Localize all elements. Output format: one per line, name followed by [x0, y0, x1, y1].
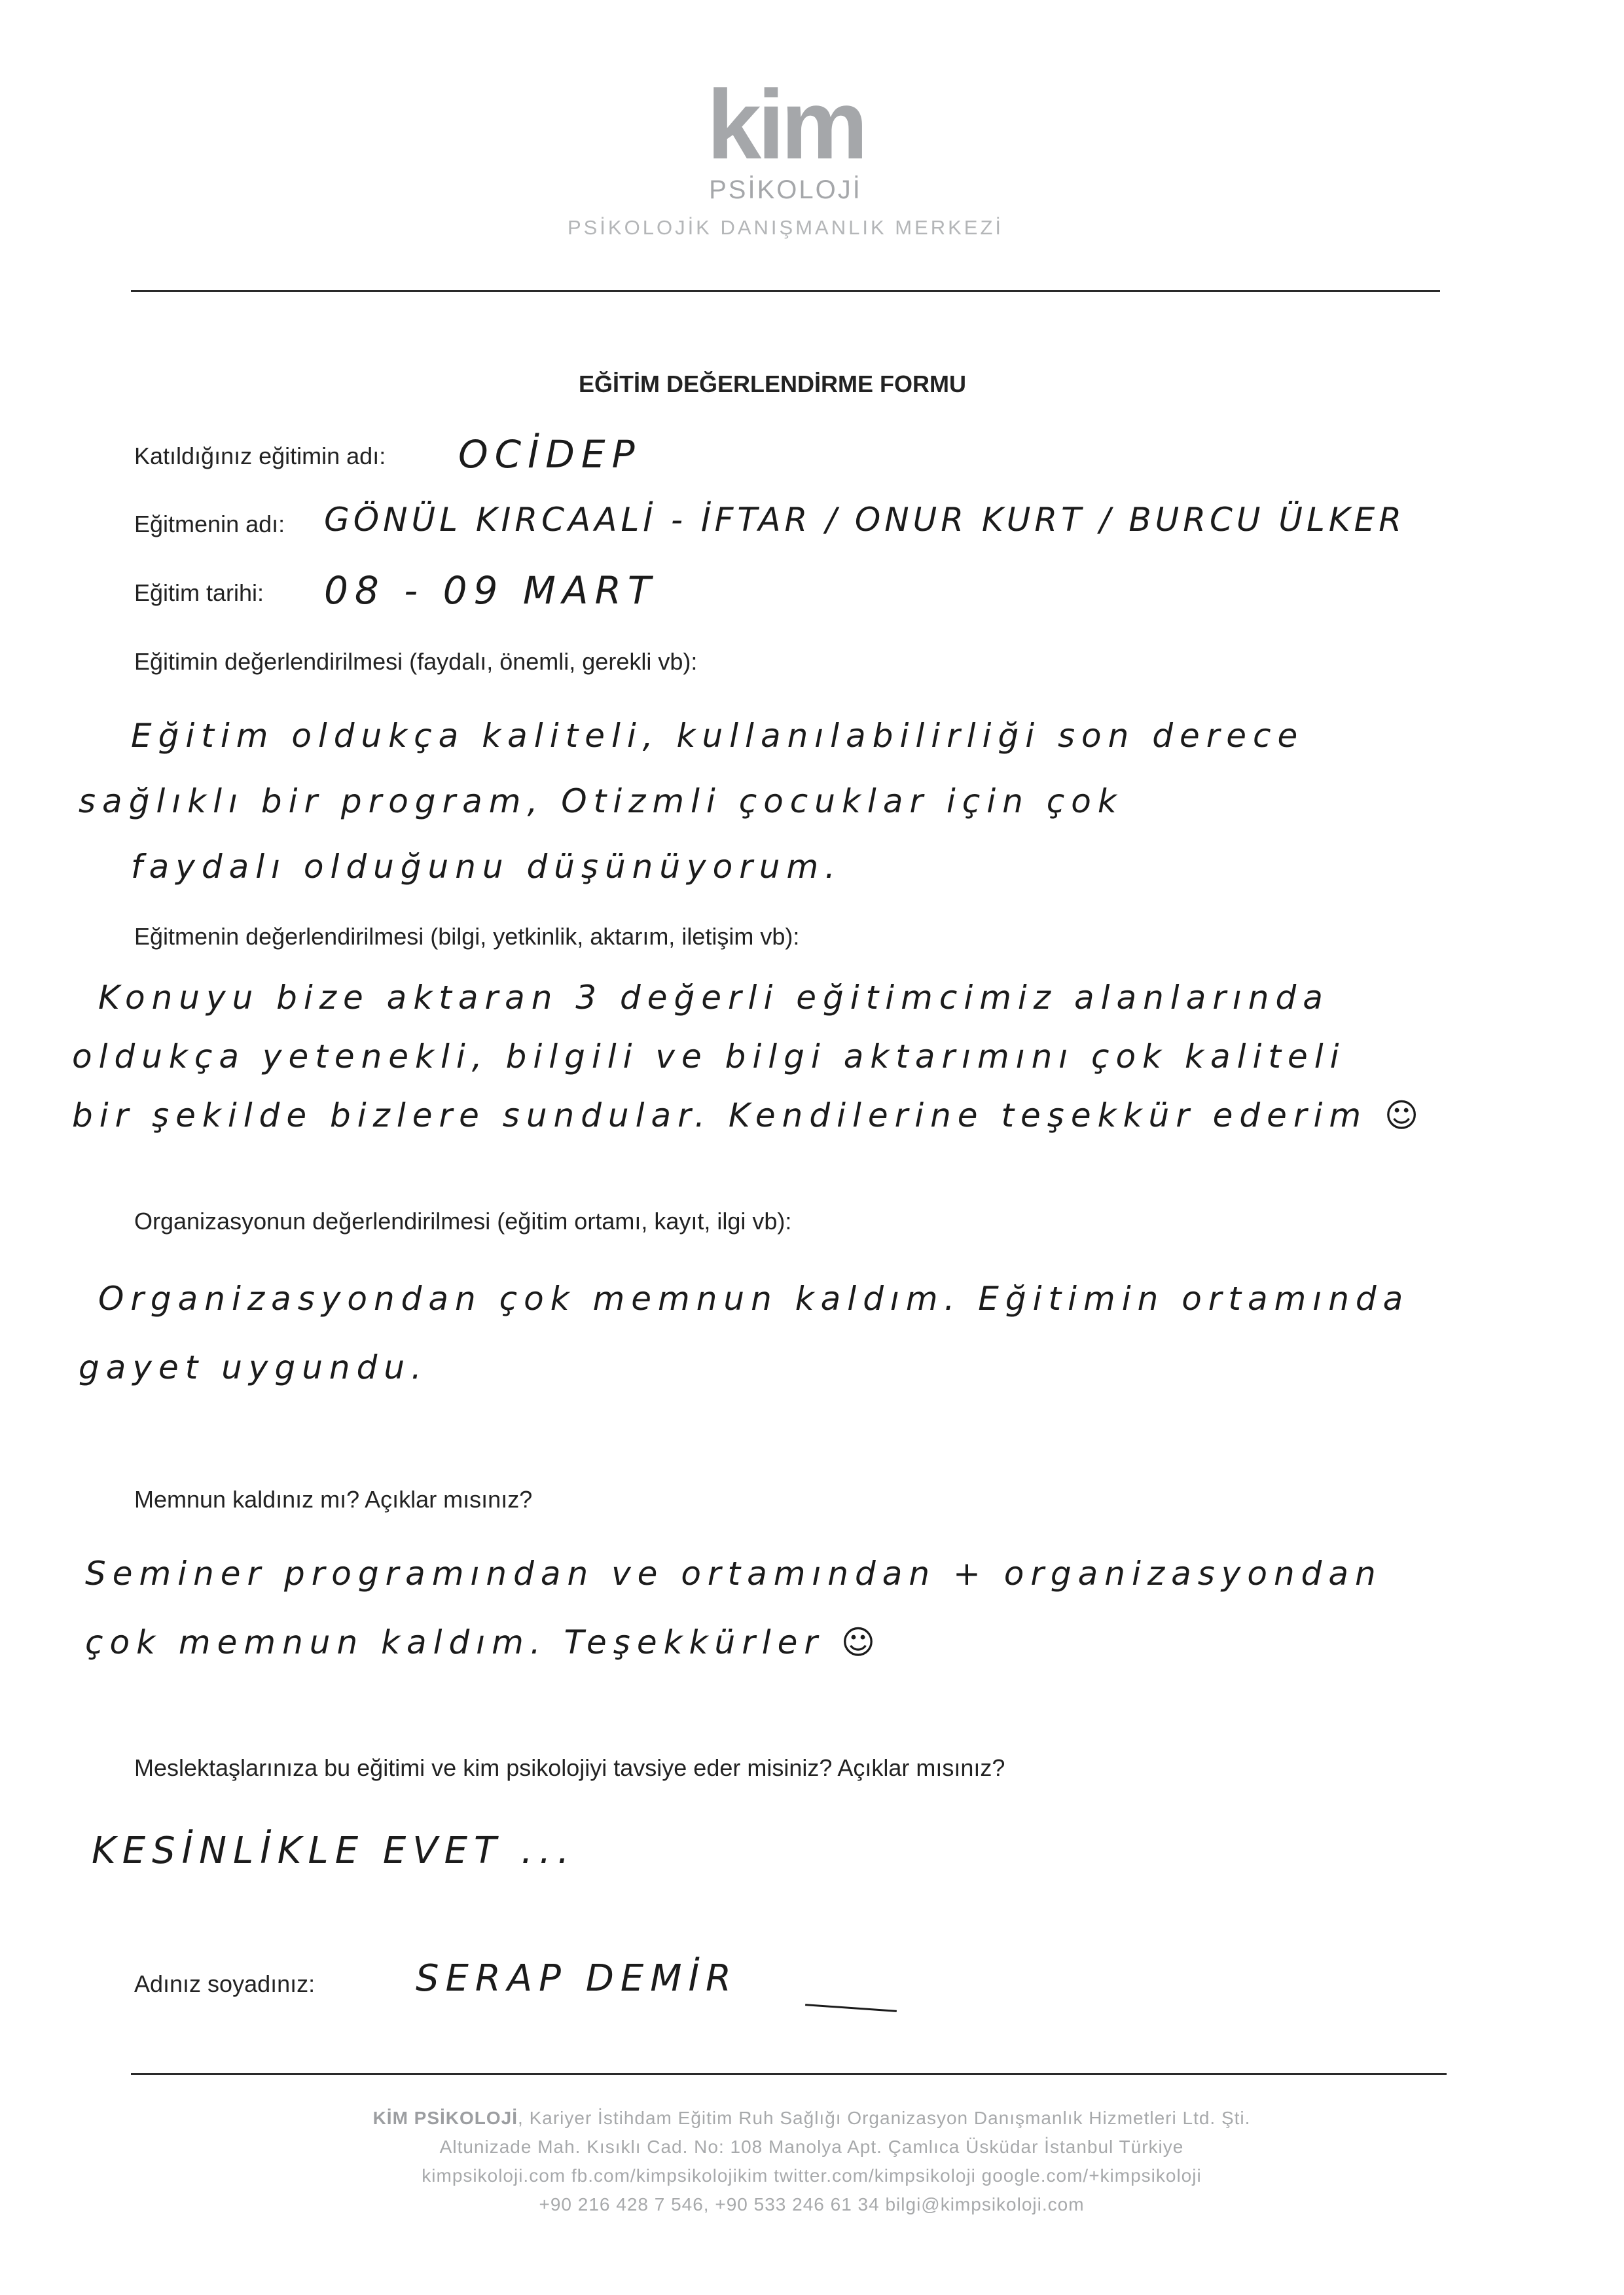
question-recommendation: Meslektaşlarınıza bu eğitimi ve kim psikolojiyi tavsiye eder misiniz? Açıklar mısınız?	[134, 1754, 1005, 1781]
answer-line: Seminer programından ve ortamından + organizasyondan	[85, 1555, 1382, 1593]
header-divider	[131, 290, 1440, 292]
name-label: Adınız soyadınız:	[134, 1970, 316, 1997]
answer-line: çok memnun kaldım. Teşekkürler ☺	[85, 1623, 882, 1661]
logo-tagline: PSİKOLOJİK DANIŞMANLIK MERKEZİ	[567, 216, 1004, 239]
footer-links: kimpsikoloji.com fb.com/kimpsikolojikim twitter.com/kimpsikoloji google.com/+kimpsikoloji	[422, 2165, 1202, 2186]
training-name-value: OCİDEP	[458, 432, 641, 477]
question-training-eval: Eğitimin değerlendirilmesi (faydalı, önemli, gerekli vb):	[134, 648, 698, 675]
name-value: SERAP DEMİR	[416, 1957, 738, 2000]
date-label: Eğitim tarihi:	[134, 579, 264, 606]
question-satisfaction: Memnun kaldınız mı? Açıklar mısınız?	[134, 1486, 533, 1513]
signature-underline	[805, 2004, 897, 2012]
answer-line: sağlıklı bir program, Otizmli çocuklar için çok	[79, 782, 1123, 820]
question-organization-eval: Organizasyonun değerlendirilmesi (eğitim ortamı, kayıt, ilgi vb):	[134, 1208, 792, 1235]
answer-line: Eğitim oldukça kaliteli, kullanılabilirliği son derece	[131, 717, 1305, 755]
trainer-value: GÖNÜL KIRCAALİ - İFTAR / ONUR KURT / BURCU ÜLKER	[324, 501, 1405, 539]
logo	[700, 69, 871, 179]
logo-subtitle: PSİKOLOJİ	[709, 175, 862, 204]
logo-mark: kim	[706, 69, 865, 179]
answer-line: faydalı olduğunu düşünüyorum.	[131, 848, 842, 886]
footer-address: Altunizade Mah. Kısıklı Cad. No: 108 Manolya Apt. Çamlıca Üsküdar İstanbul Türkiye	[439, 2137, 1184, 2157]
answer-line: oldukça yetenekli, bilgili ve bilgi aktarımını çok kaliteli	[72, 1038, 1346, 1075]
footer-company-name: KİM PSİKOLOJİ	[372, 2108, 518, 2128]
question-trainer-eval: Eğitmenin değerlendirilmesi (bilgi, yetkinlik, aktarım, iletişim vb):	[134, 923, 800, 950]
training-name-label: Katıldığınız eğitimin adı:	[134, 443, 386, 469]
answer-line: KESİNLİKLE EVET ...	[92, 1830, 576, 1872]
footer-divider	[131, 2073, 1447, 2075]
trainer-label: Eğitmenin adı:	[134, 511, 285, 537]
answer-line: Konuyu bize aktaran 3 değerli eğitimcimiz alanlarında	[98, 979, 1329, 1017]
footer-contacts: +90 216 428 7 546, +90 533 246 61 34 bilgi@kimpsikoloji.com	[539, 2194, 1085, 2214]
form-title: EĞİTİM DEĞERLENDİRME FORMU	[579, 370, 966, 397]
answer-line: bir şekilde bizlere sundular. Kendilerine teşekkür ederim ☺	[72, 1096, 1426, 1134]
footer-company	[196, 2108, 1427, 2129]
footer-company-rest: , Kariyer İstihdam Eğitim Ruh Sağlığı Organizasyon Danışmanlık Hizmetleri Ltd. Şti.	[518, 2108, 1251, 2128]
answer-line: Organizasyondan çok memnun kaldım. Eğitimin ortamında	[98, 1280, 1410, 1318]
date-value: 08 - 09 MART	[324, 568, 658, 613]
answer-line: gayet uygundu.	[79, 1348, 428, 1386]
